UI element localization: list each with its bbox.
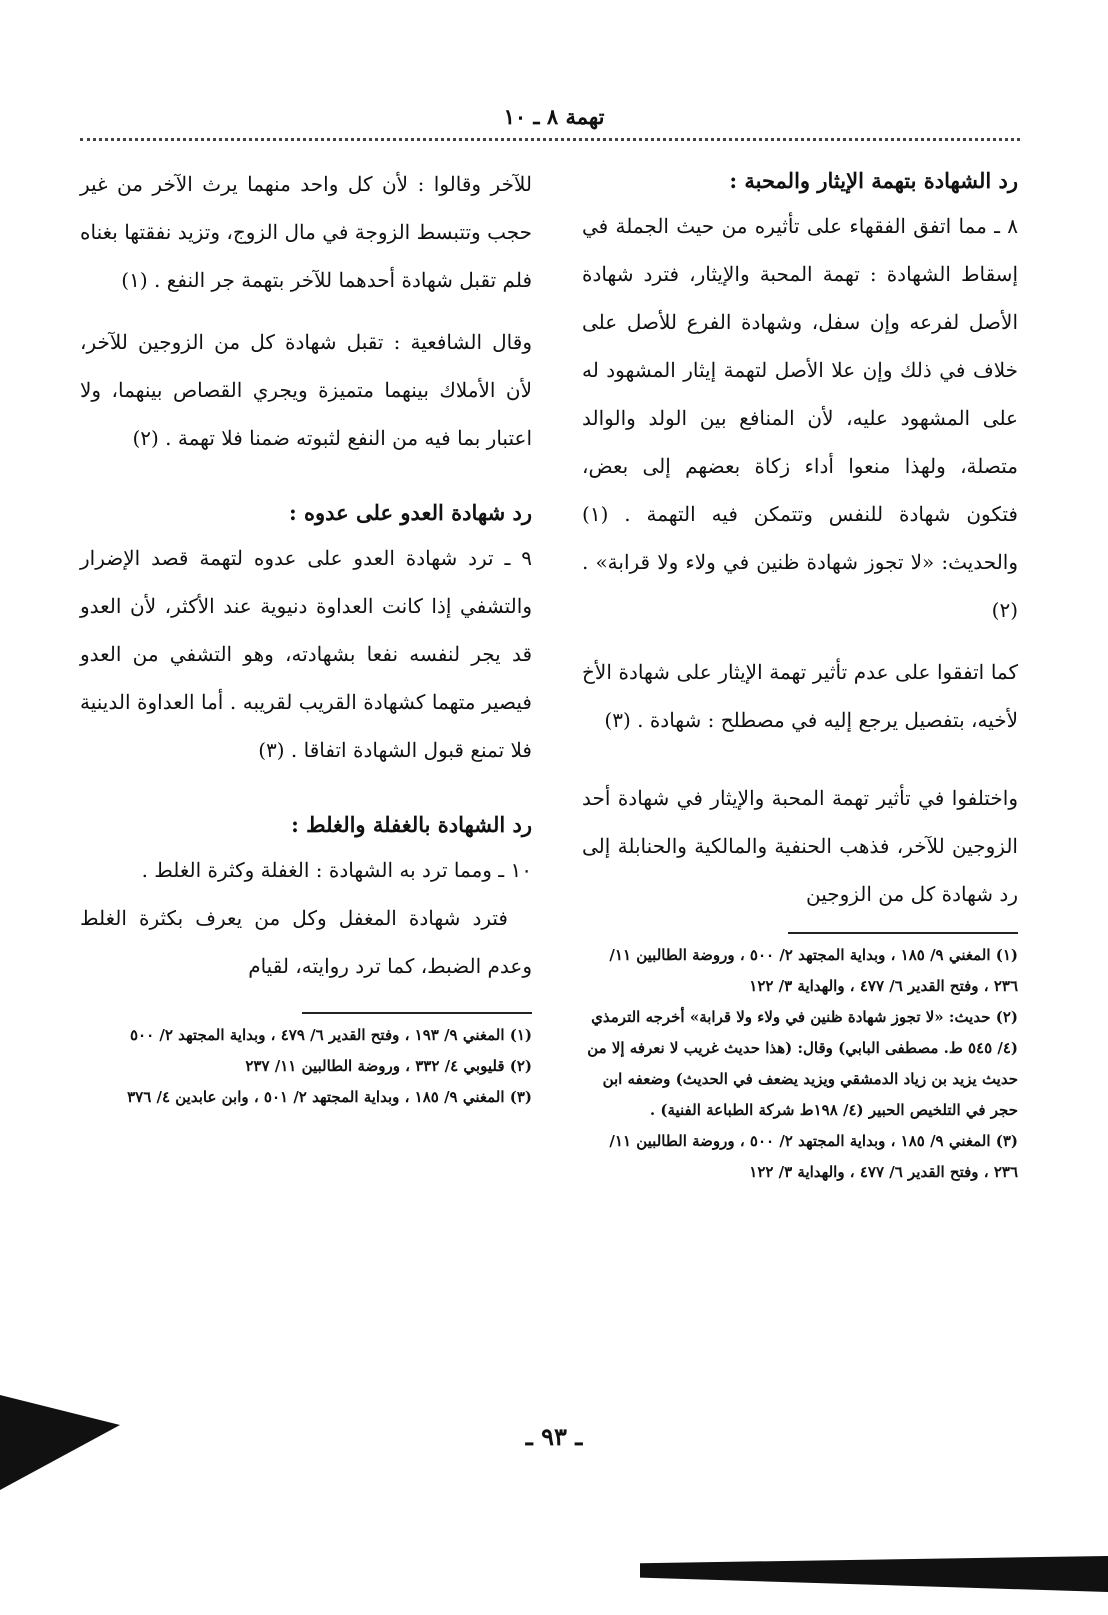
footnote-left-3: (٣) المغني ٩/ ١٨٥ ، وبداية المجتهد ٢/ ٥٠١ ، وابن عابدين ٤/ ٣٧٦ xyxy=(127,1088,532,1106)
footnote-right-1: (١) المغني ٩/ ١٨٥ ، وبداية المجتهد ٢/ ٥٠٠ ، وروضة الطالبين ١١/ ٢٣٦ ، وفتح القدير ٦/ ٤٧٧ ، والهداية ٣/ ١٢٢ xyxy=(609,946,1018,995)
paragraph-spouses: واختلفوا في تأثير تهمة المحبة والإيثار في شهادة أحد الزوجين للآخر، فذهب الحنفية والمالكية والحنابلة إلى رد شهادة كل من الزوجين xyxy=(582,786,1018,906)
page-number: ـ ٩٣ ـ xyxy=(525,1422,583,1451)
footnote-left-2: (٢) قليوبي ٤/ ٣٣٢ ، وروضة الطالبين ١١/ ٢٣٧ xyxy=(245,1057,532,1075)
left-column xyxy=(80,160,532,1113)
paragraph-10: ١٠ ـ ومما ترد به الشهادة : الغفلة وكثرة الغلط . xyxy=(141,858,532,882)
section-heading-affection: رد الشهادة بتهمة الإيثار والمحبة : xyxy=(729,168,1018,193)
right-column xyxy=(582,160,1018,1188)
footnote-right-2: (٢) حديث: «لا تجوز شهادة ظنين في ولاء ولا قرابة» أخرجه الترمذي (٤/ ٥٤٥ ط. مصطفى البابي) وقال: (هذا حديث غريب لا نعرفه إلا من حديث يزيد بن زياد الدمشقي ويزيد يضعف في الحديث) وضعفه ابن حجر في التلخيص الحبير (٤/ ١٩٨ط شركة الطباعة الفنية) . xyxy=(587,1008,1018,1119)
paragraph-8: ٨ ـ مما اتفق الفقهاء على تأثيره من حيث الجملة في إسقاط الشهادة : تهمة المحبة والإيثار، فترد شهادة الأصل لفرعه وإن سفل، وشهادة الفرع للأصل على خلاف في ذلك وإن علا الأصل لتهمة إيثار المشهود له على المشهود عليه، لأن المنافع بين الولد والوالد متصلة، ولهذا منعوا أداء زكاة بعضهم إلى بعض، فتكون شهادة للنفس وتتمكن فيه التهمة . (١) والحديث: «لا تجوز شهادة ظنين في ولاء ولا قرابة» . (٢) xyxy=(582,214,1018,622)
section-heading-enemy: رد شهادة العدو على عدوه : xyxy=(288,500,532,525)
running-title: تهمة ٨ ـ ١٠ xyxy=(503,104,605,129)
paragraph-9: ٩ ـ ترد شهادة العدو على عدوه لتهمة قصد الإضرار والتشفي إذا كانت العداوة دنيوية عند الأكثر، لأن العدو قد يجر لنفسه نفعا بشهادته، وهو التشفي من العدو فيصير متهما كشهادة القريب لقريبه . أما العداوة الدينية فلا تمنع قبول الشهادة اتفاقا . (٣) xyxy=(80,546,532,762)
scan-shadow-left xyxy=(0,1395,120,1490)
footnote-right-3: (٣) المغني ٩/ ١٨٥ ، وبداية المجتهد ٢/ ٥٠٠ ، وروضة الطالبين ١١/ ٢٣٦ ، وفتح القدير ٦/ ٤٧٧ ، والهداية ٣/ ١٢٢ xyxy=(609,1132,1018,1181)
paragraph-brother: كما اتفقوا على عدم تأثير تهمة الإيثار على شهادة الأخ لأخيه، بتفصيل يرجع إليه في مصطلح : شهادة . (٣) xyxy=(582,660,1018,732)
footnote-rule xyxy=(302,1012,532,1014)
header-dotted-rule xyxy=(80,138,1020,141)
paragraph-10-cont: فترد شهادة المغفل وكل من يعرف بكثرة الغلط وعدم الضبط، كما ترد روايته، لقيام xyxy=(80,906,532,978)
footnote-rule xyxy=(788,932,1018,934)
paragraph-shafii: وقال الشافعية : تقبل شهادة كل من الزوجين للآخر، لأن الأملاك بينهما متميزة ويجري القصاص بينهما، ولا اعتبار بما فيه من النفع لثبوته ضمنا فلا تهمة . (٢) xyxy=(80,330,532,450)
scan-shadow-bottom xyxy=(640,1556,1108,1592)
paragraph-spouses-cont: للآخر وقالوا : لأن كل واحد منهما يرث الآخر من غير حجب وتتبسط الزوجة في مال الزوج، وتزيد نفقتها بغناه فلم تقبل شهادة أحدهما للآخر بتهمة جر النفع . (١) xyxy=(80,172,532,292)
footnote-left-1: (١) المغني ٩/ ١٩٣ ، وفتح القدير ٦/ ٤٧٩ ، وبداية المجتهد ٢/ ٥٠٠ xyxy=(129,1026,532,1044)
section-heading-negligence: رد الشهادة بالغفلة والغلط : xyxy=(291,812,532,837)
